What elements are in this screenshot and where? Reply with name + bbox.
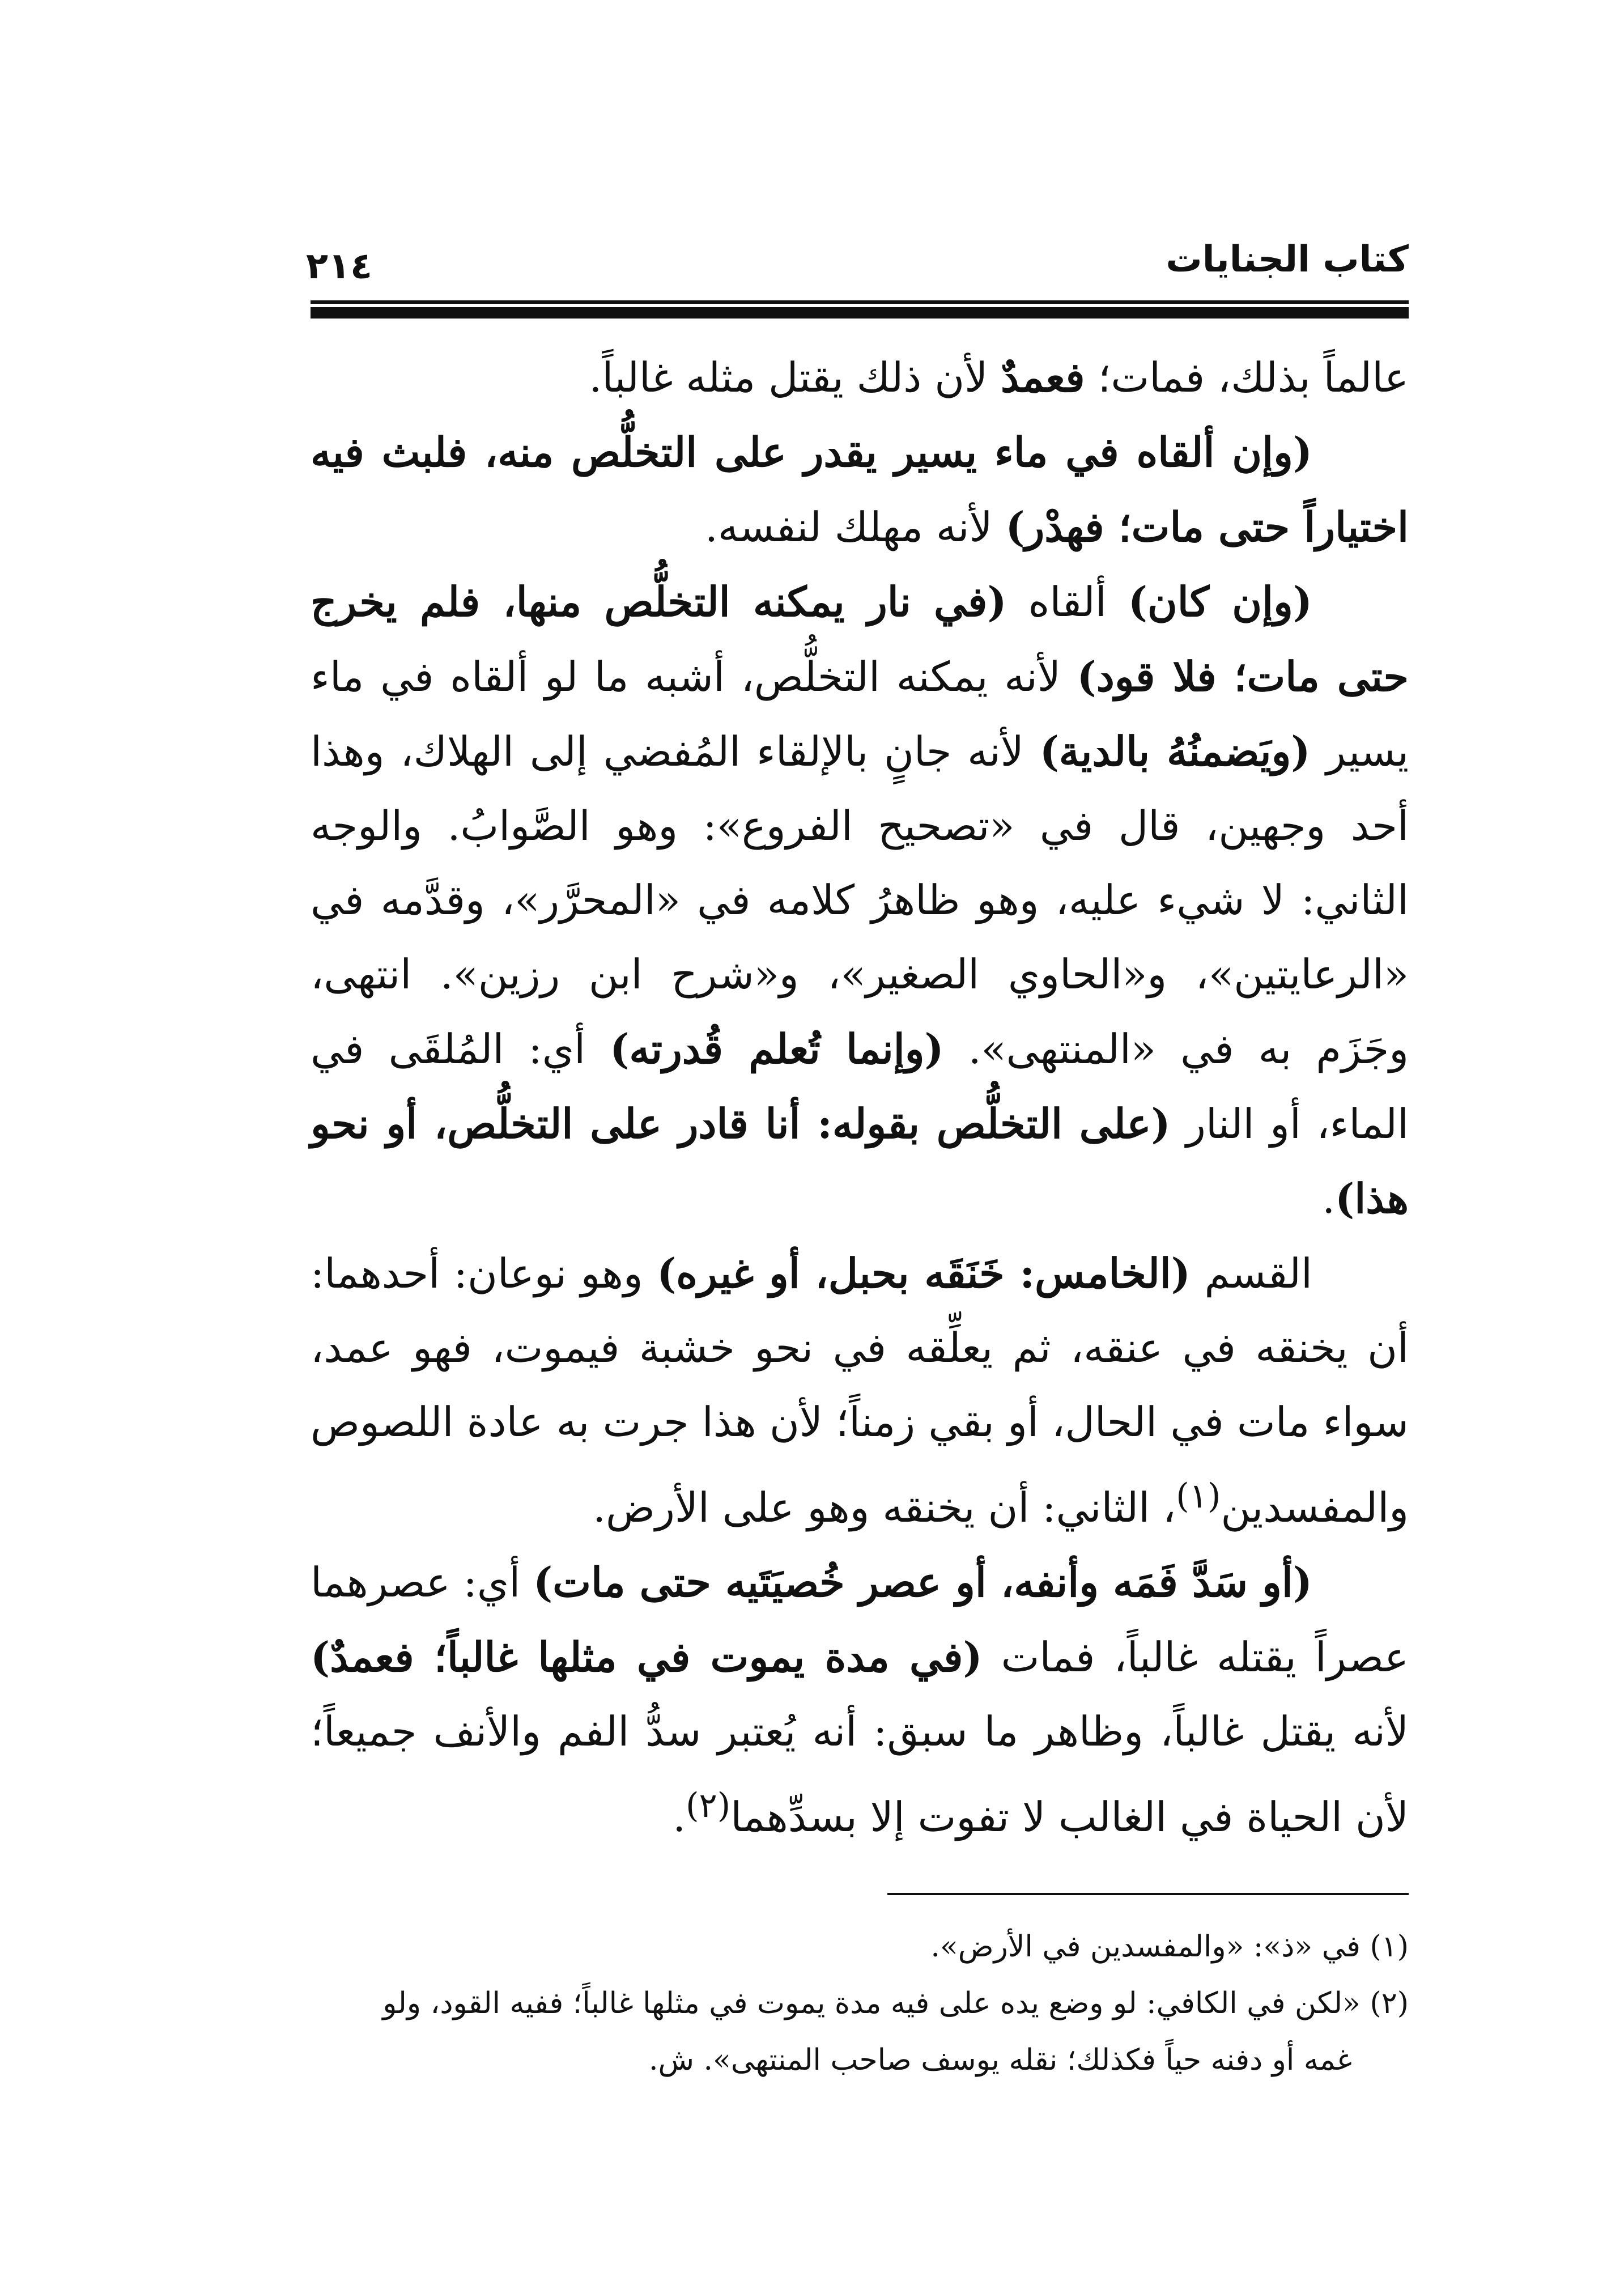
paragraph-3 [311,564,1409,1236]
paragraph-4 [311,1236,1409,1545]
footnote-2-line-1: (٢) «لكن في الكافي: لو وضع يده على فيه مدة يموت في مثلها غالباً؛ ففيه القود، ولو [382,1986,1409,2020]
p4-bold-b: (الخامس: خَنَقَه بحبل، أو غيره) [657,1249,1191,1297]
p3-text-b: ألقاه [1006,578,1128,626]
page-number: ٢١٤ [306,245,373,287]
p3-bold-e: (ويَضمنُهُ بالدية) [1039,727,1311,775]
p3-text-f: لأنه جانٍ بالإلقاء المُفضي إلى الهلاك، وهذا أحد وجهين، قال في «تصحيح الفروع»: وهو الصَّوابُ. والوجه الثاني: لا شيء عليه، وهو ظاهرُ كلامه في «المحرَّر»، وقدَّمه في «الرعايتين»، و«الحاوي الصغير»، و«شرح ابن رزين». انتهى، وجَزَم به في «المنتهى». [311,728,1409,1073]
p5-text-f: . [673,1793,686,1841]
p3-bold-g: (وإنما تُعلم قُدرته) [610,1025,944,1073]
p5-bold-c: (في مدة يموت في مثلها غالباً؛ فعمدٌ) [311,1633,983,1681]
paragraph-2 [311,415,1409,564]
p2-bold-a: (وإن ألقاه في ماء يسير يقدر على التخلُّص منه، فلبث فيه اختياراً حتى مات؛ فهدْر) [311,428,1409,551]
p1-text-c: لأن ذلك يقتل مثله غالباً. [589,354,1001,401]
paragraph-5 [311,1545,1409,1854]
p1-bold-b: فعمدٌ [1001,353,1085,401]
footnote-2-line-2: غمه أو دفنه حياً فكذلك؛ نقله يوسف صاحب المنتهى». ش. [649,2043,1352,2077]
running-title: كتاب الجنايات [1166,239,1409,281]
p4-text-e: ، الثاني: أن يخنقه وهو على الأرض. [593,1484,1176,1531]
p5-bold-a: (أو سَدَّ فَمَه وأنفه، أو عصر خُصيَتَيه حتى مات) [533,1558,1313,1606]
p3-text-j: . [1322,1175,1336,1222]
p3-text-h: أي: المُلقَى في الماء، أو النار [311,1025,1409,1148]
footnote-ref-2[interactable]: (٢) [686,1786,731,1825]
p4-text-a: القسم [1190,1250,1313,1297]
footnotes [311,1918,1409,2088]
p3-bold-a: (وإن كان) [1128,578,1313,626]
footnote-ref-1[interactable]: (١) [1176,1476,1221,1516]
footnote-1: (١) في «ذ»: «والمفسدين في الأرض». [930,1930,1409,1964]
p5-text-d: لأنه يقتل غالباً، وظاهر ما سبق: أنه يُعتبر سدُّ الفم والأنف جميعاً؛ لأن الحياة في الغالب لا تفوت إلا بسدِّهما [311,1708,1409,1841]
header-rule-thin [311,300,1409,304]
p3-bold-i: (على التخلُّص بقوله: أنا قادر على التخلُّص، أو نحو هذا) [311,1099,1409,1222]
p5-text-b: أي: عصرهما عصراً يقتله غالباً، فمات [311,1559,1409,1681]
p1-text-a: عالماً بذلك، فمات؛ [1085,354,1409,401]
header-rule-thick [311,307,1409,319]
p4-text-c: وهو نوعان: أحدهما: أن يخنقه في عنقه، ثم يعلِّقه في نحو خشبة فيموت، فهو عمد، سواء مات في الحال، أو بقي زمناً؛ لأن هذا جرت به عادة اللصوص والمفسدين [311,1250,1409,1531]
header-rule [311,300,1409,321]
footnote-rule [887,1893,1409,1895]
p3-text-d: لأنه يمكنه التخلُّص، أشبه ما لو ألقاه في ماء يسير [311,653,1409,775]
page-header [306,227,1409,289]
p3-bold-c: (في نار يمكنه التخلُّص منها، فلم يخرج حتى مات؛ فلا قود) [311,578,1409,700]
paragraph-1 [311,340,1409,415]
main-text [311,340,1409,1854]
p2-text-b: لأنه مهلك لنفسه. [705,503,1006,551]
